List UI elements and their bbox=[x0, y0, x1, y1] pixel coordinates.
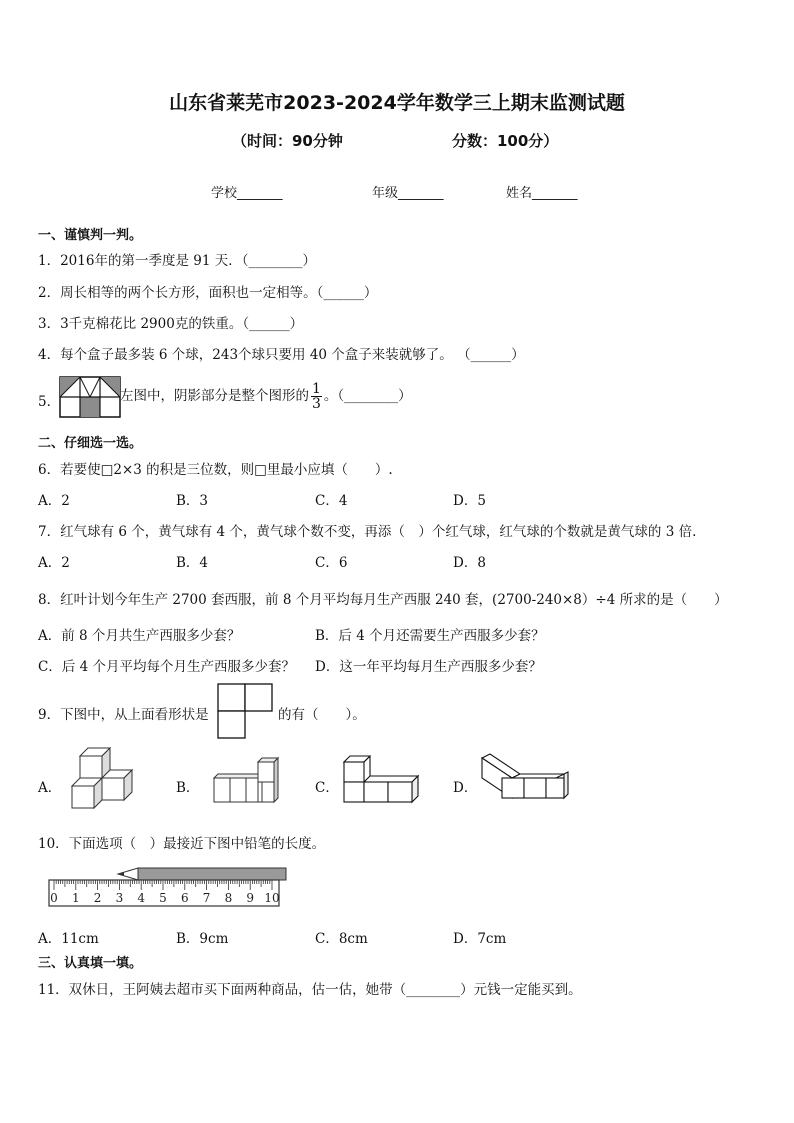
question-1: 1．2016年的第一季度是 91 天．（________） bbox=[38, 253, 316, 269]
school-field[interactable]: 学校_______ bbox=[211, 186, 283, 201]
q10-option-a[interactable]: A．11cm bbox=[38, 931, 99, 947]
q7-option-a[interactable]: A．2 bbox=[38, 555, 70, 571]
q7-option-c[interactable]: C．6 bbox=[315, 555, 348, 571]
q8-option-d[interactable]: D．这一年平均每月生产西服多少套？ bbox=[315, 659, 542, 675]
section-3-heading: 三、认真填一填。 bbox=[38, 956, 143, 971]
ruler-with-pencil-figure bbox=[46, 864, 290, 912]
q8-option-a[interactable]: A．前 8 个月共生产西服多少套？ bbox=[38, 628, 241, 644]
question-10: 10．下面选项（ ）最接近下图中铅笔的长度。 bbox=[38, 836, 326, 852]
question-4: 4．每个盒子最多装 6 个球，243个球只要用 40 个盒子来装就够了。 （______） bbox=[38, 347, 525, 363]
ruler-label: 9 bbox=[246, 891, 255, 905]
top-view-shape bbox=[217, 683, 273, 739]
q6-option-d[interactable]: D．5 bbox=[453, 493, 486, 509]
fraction-numerator: 1 bbox=[312, 381, 321, 397]
q7-option-d[interactable]: D．8 bbox=[453, 555, 486, 571]
cube-stack-a-figure bbox=[68, 746, 140, 810]
ruler-label: 3 bbox=[115, 891, 124, 905]
question-5-text bbox=[120, 382, 412, 411]
cube-stack-d-figure bbox=[480, 752, 570, 804]
page-title: 山东省莱芜市2023-2024学年数学三上期末监测试题 bbox=[169, 92, 625, 114]
question-8: 8．红叶计划今年生产 2700 套西服，前 8 个月平均每月生产西服 240 套，(2700-240×8）÷4 所求的是（ ） bbox=[38, 592, 728, 608]
q6-option-b[interactable]: B．3 bbox=[176, 493, 209, 509]
question-5-blank: 。（________） bbox=[323, 388, 412, 404]
cube-stack-c-figure bbox=[340, 752, 420, 806]
q10-option-c[interactable]: C．8cm bbox=[315, 931, 368, 947]
ruler-label: 5 bbox=[159, 891, 167, 905]
q6-option-a[interactable]: A．2 bbox=[38, 493, 70, 509]
question-6: 6．若要使□2×3 的积是三位数，则□里最小应填（ ）. bbox=[38, 462, 393, 478]
ruler-label: 10 bbox=[264, 891, 280, 905]
exam-time: （时间：90分钟 bbox=[232, 132, 343, 150]
ruler-label: 1 bbox=[71, 891, 80, 905]
q8-option-c[interactable]: C．后 4 个月平均每个月生产西服多少套？ bbox=[38, 659, 296, 675]
question-2: 2．周长相等的两个长方形，面积也一定相等。（______） bbox=[38, 285, 378, 301]
grade-field[interactable]: 年级_______ bbox=[372, 186, 444, 201]
question-5-stem: 左图中，阴影部分是整个图形的 bbox=[120, 388, 309, 404]
q10-option-b[interactable]: B．9cm bbox=[176, 931, 229, 947]
ruler-label: 4 bbox=[137, 891, 146, 905]
q9-option-b[interactable]: B． bbox=[176, 780, 200, 796]
pencil-icon bbox=[118, 868, 286, 880]
question-11: 11．双休日，王阿姨去超市买下面两种商品，估一估，她带（________）元钱一定能买到。 bbox=[38, 982, 582, 998]
question-5-number: 5． bbox=[38, 394, 61, 410]
fraction-denominator: 3 bbox=[312, 396, 321, 412]
q7-option-b[interactable]: B．4 bbox=[176, 555, 209, 571]
section-1-heading: 一、谨慎判一判。 bbox=[38, 228, 143, 243]
q10-option-d[interactable]: D．7cm bbox=[453, 931, 507, 947]
cube-stack-b-figure bbox=[210, 756, 282, 806]
ruler-label: 2 bbox=[93, 891, 102, 905]
q6-option-c[interactable]: C．4 bbox=[315, 493, 348, 509]
exam-score: 分数：100分） bbox=[452, 132, 559, 150]
question-9-tail: 的有（ ）。 bbox=[278, 707, 366, 723]
question-7: 7．红气球有 6 个，黄气球有 4 个，黄气球个数不变，再添（ ）个红气球，红气球的个数就是黄气球的 3 倍. bbox=[38, 524, 697, 540]
section-2-heading: 二、仔细选一选。 bbox=[38, 436, 143, 451]
question-9-stem: 9．下图中，从上面看形状是 bbox=[38, 707, 209, 723]
name-field[interactable]: 姓名_______ bbox=[506, 186, 578, 201]
question-3: 3．3千克棉花比 2900克的铁重。（______） bbox=[38, 316, 304, 332]
q9-option-d[interactable]: D． bbox=[453, 780, 478, 796]
shaded-grid-figure bbox=[60, 377, 120, 417]
q9-option-a[interactable]: A． bbox=[38, 780, 62, 796]
ruler-label: 8 bbox=[224, 891, 233, 905]
ruler-label: 7 bbox=[202, 891, 211, 905]
ruler-label: 0 bbox=[50, 891, 58, 905]
fraction-one-third bbox=[311, 382, 322, 411]
ruler-label: 6 bbox=[180, 891, 189, 905]
q8-option-b[interactable]: B．后 4 个月还需要生产西服多少套？ bbox=[315, 628, 545, 644]
q9-option-c[interactable]: C． bbox=[315, 780, 339, 796]
